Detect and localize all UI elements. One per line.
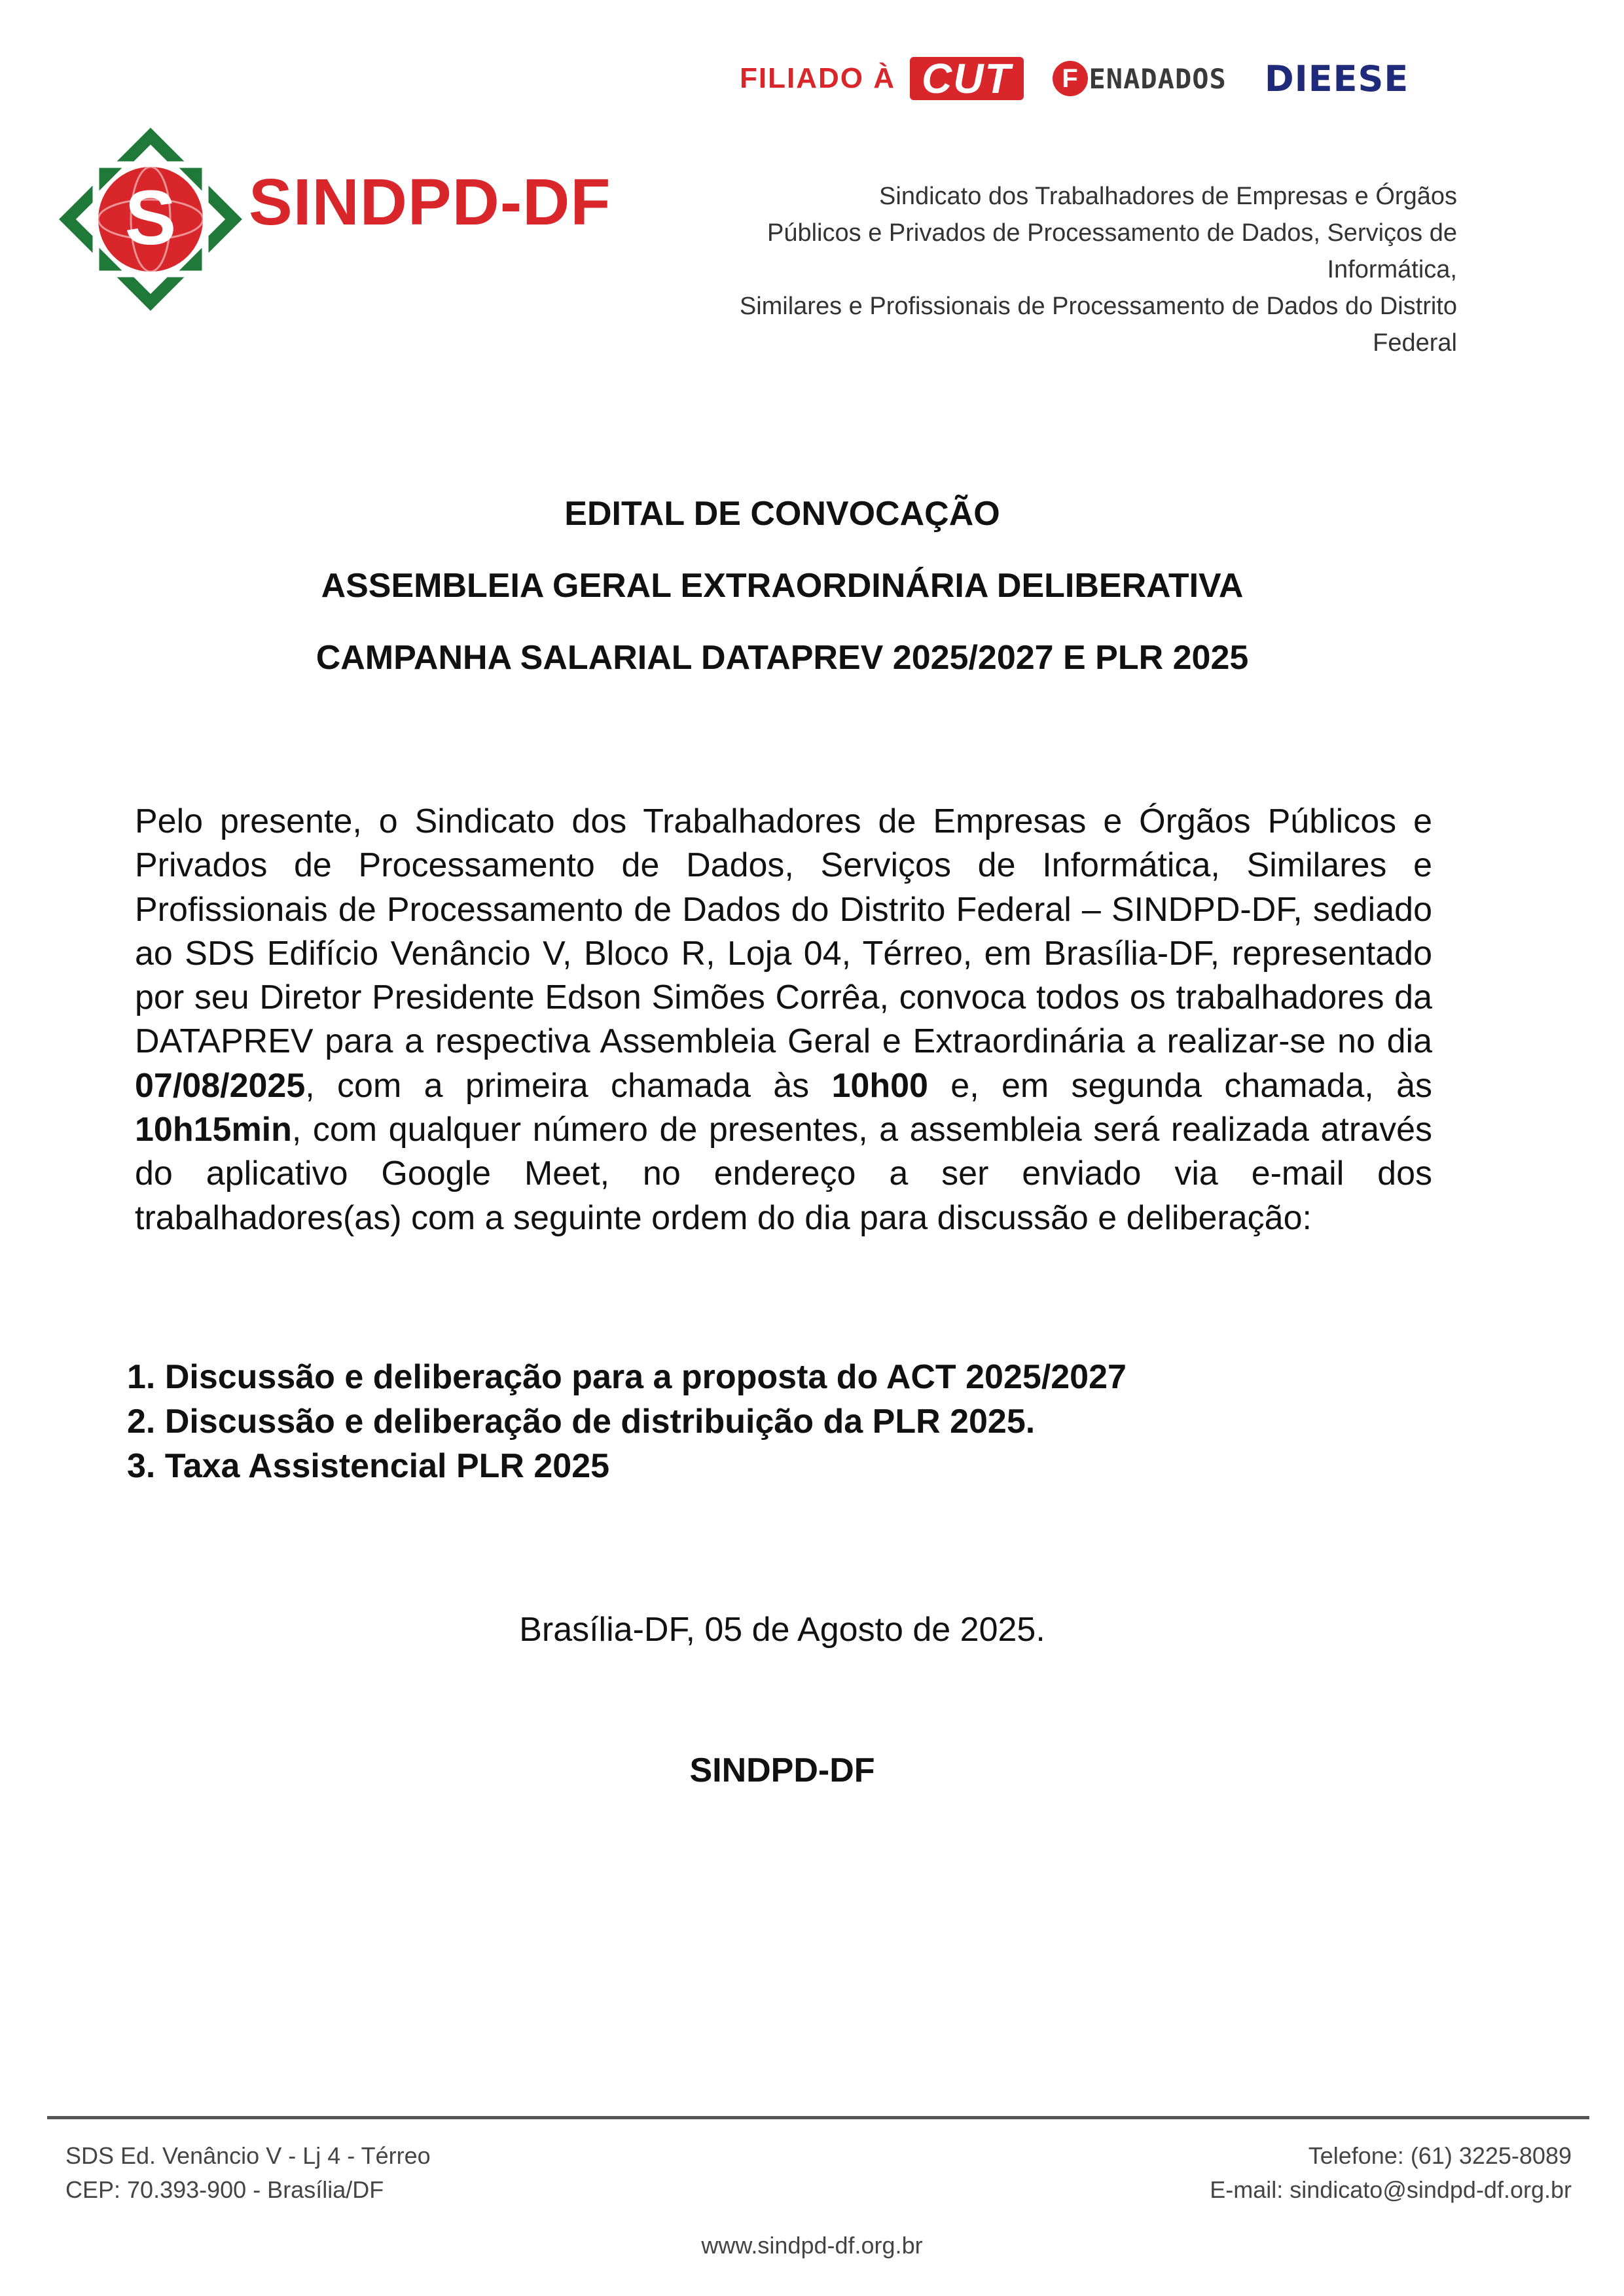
agenda-item: 3. Taxa Assistencial PLR 2025 bbox=[127, 1447, 610, 1485]
assembly-date: 07/08/2025 bbox=[135, 1066, 306, 1105]
intro-text: , com qualquer número de presentes, a assembleia será realizada através do aplicativo Google Meet, no endereço a ser enviado via e-mail dos trabalhadores(as) com a seguinte ordem do dia para discussão e deliberação: bbox=[135, 1111, 1432, 1237]
org-full-name bbox=[672, 178, 1457, 361]
fenadados-mark: F bbox=[1053, 61, 1088, 96]
phone-text: Telefone: (61) 3225-8089 bbox=[1308, 2142, 1572, 2169]
document-titles bbox=[131, 478, 1434, 694]
fenadados-text: ENADADOS bbox=[1089, 62, 1227, 95]
affiliations-bar bbox=[740, 52, 1473, 105]
agenda-list bbox=[127, 1355, 1436, 1488]
footer-divider bbox=[47, 2116, 1589, 2119]
agenda-item: 1. Discussão e deliberação para a proposta do ACT 2025/2027 bbox=[127, 1358, 1127, 1396]
agenda-item: 2. Discussão e deliberação de distribuição da PLR 2025. bbox=[127, 1403, 1036, 1441]
second-call-time: 10h15min bbox=[135, 1111, 292, 1149]
address-line: SDS Ed. Venâncio V - Lj 4 - Térreo bbox=[65, 2142, 431, 2169]
website-text: www.sindpd-df.org.br bbox=[701, 2232, 923, 2259]
title-campanha: CAMPANHA SALARIAL DATAPREV 2025/2027 E PLR 2025 bbox=[316, 639, 1249, 677]
org-name-line: Públicos e Privados de Processamento de Dados, Serviços de Informática, bbox=[767, 219, 1457, 283]
first-call-time: 10h00 bbox=[831, 1066, 928, 1105]
title-assembleia: ASSEMBLEIA GERAL EXTRAORDINÁRIA DELIBERATIVA bbox=[321, 567, 1244, 605]
org-name-line: Sindicato dos Trabalhadores de Empresas e Órgãos bbox=[879, 183, 1457, 210]
date-line: Brasília-DF, 05 de Agosto de 2025. bbox=[519, 1611, 1045, 1649]
org-name-line: Similares e Profissionais de Processamento de Dados do Distrito Federal bbox=[739, 293, 1457, 357]
title-edital: EDITAL DE CONVOCAÇÃO bbox=[564, 495, 1000, 533]
logo-letter: S bbox=[124, 175, 177, 261]
intro-text: Pelo presente, o Sindicato dos Trabalhadores de Empresas e Órgãos Públicos e Privados de Processamento de Dados, Serviços de Informática, Similares e Profissionais de Processamento de Dados do Distrito Federal – SINDPD-DF, sediado ao SDS Edifício Venâncio V, Bloco R, Loja 04, Térreo, em Brasília-DF, representado por seu Diretor Presidente Edson Simões Corrêa, convoca todos os trabalhadores da DATAPREV para a respectiva Assembleia Geral e Extraordinária a realizar-se no dia bbox=[135, 802, 1432, 1061]
email-text: E-mail: sindicato@sindpd-df.org.br bbox=[1210, 2176, 1572, 2203]
brand-name: SINDPD-DF bbox=[249, 166, 611, 239]
fenadados-logo bbox=[1053, 61, 1227, 96]
intro-text: , com a primeira chamada às bbox=[305, 1066, 832, 1105]
address-line: CEP: 70.393-900 - Brasília/DF bbox=[65, 2176, 384, 2203]
signature: SINDPD-DF bbox=[689, 1751, 875, 1789]
cut-logo: CUT bbox=[910, 57, 1024, 100]
affiliation-label: FILIADO À bbox=[740, 62, 895, 94]
dieese-logo: DIEESE bbox=[1264, 58, 1409, 99]
sindpd-df-logo-icon bbox=[52, 121, 249, 317]
intro-text: e, em segunda chamada, às bbox=[928, 1066, 1432, 1105]
footer-contact bbox=[1210, 2139, 1572, 2207]
footer-address bbox=[65, 2139, 431, 2207]
convocation-paragraph bbox=[135, 800, 1432, 1240]
